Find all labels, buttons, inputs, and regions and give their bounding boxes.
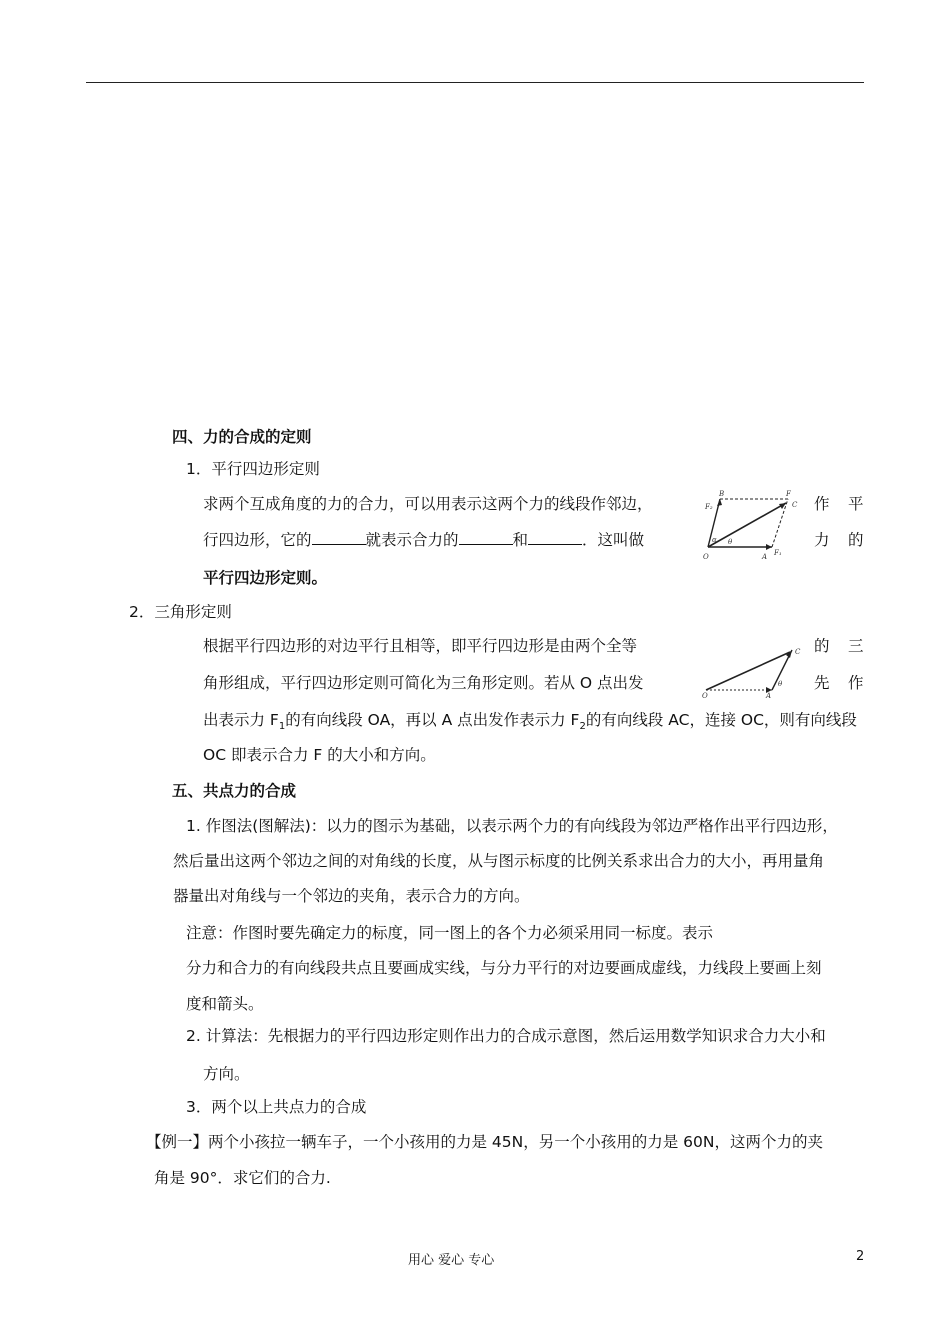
item-2-line-3 — [203, 710, 857, 733]
label-c: C — [795, 648, 801, 656]
footer-motto: 用心 爱心 专心 — [408, 1253, 495, 1268]
note-line-2: 分力和合力的有向线段共点且要画成实线，与分力平行的对边要画成虚线，力线段上要画上刻 — [186, 959, 822, 977]
method-2-line-1: 2. 计算法：先根据力的平行四边形定则作出力的合成示意图，然后运用数学知识求合力大小和 — [186, 1027, 826, 1045]
fill-blank-2 — [459, 530, 513, 545]
method-1-line-2: 然后量出这两个邻边之间的对角线的长度，从与图示标度的比例关系求出合力的大小，再用量角 — [173, 852, 825, 870]
method-1-line-1: 1. 作图法(图解法)：以力的图示为基础，以表示两个力的有向线段为邻边严格作出平行四边形， — [186, 817, 838, 835]
header-rule — [86, 82, 864, 83]
triangle-figure — [700, 640, 804, 700]
item-1-line-1-right-a: 作 — [814, 495, 830, 513]
section-5-title: 五、共点力的合成 — [172, 782, 297, 800]
item-1-line-2-right-a: 力 — [814, 531, 830, 549]
fill-blank-1 — [312, 530, 366, 545]
label-o: O — [702, 692, 708, 700]
label-theta: θ — [778, 680, 783, 688]
item-2-line-2-right-b: 作 — [848, 674, 864, 692]
label-theta: θ — [728, 538, 733, 546]
item-1-label: 1．平行四边形定则 — [186, 460, 320, 478]
example-1-line-1: 【例一】两个小孩拉一辆车子，一个小孩用的力是 45N，另一个小孩用的力是 60N，这两个力的夹 — [146, 1133, 823, 1151]
parallelogram-figure — [700, 487, 800, 563]
item-2-line-4: OC 即表示合力 F 的大小和方向。 — [203, 746, 436, 764]
item-1-line-2-mid-1: 就表示合力的 — [365, 531, 459, 549]
label-c: C — [792, 501, 798, 509]
item-2-line-1-right-b: 三 — [848, 637, 864, 655]
item-2-label: 2．三角形定则 — [129, 603, 232, 621]
label-f2: F₂ — [705, 503, 713, 511]
label-a: A — [762, 553, 768, 561]
note-line-1: 注意：作图时要先确定力的标度，同一图上的各个力必须采用同一标度。表示 — [186, 924, 714, 942]
item-2-line-2: 角形组成，平行四边形定则可简化为三角形定则。若从 O 点出发 — [203, 674, 644, 692]
item-1-line-2 — [203, 530, 644, 550]
label-b: B — [719, 490, 725, 498]
item-2-line-1-right-a: 的 — [814, 637, 830, 655]
fill-blank-3 — [528, 530, 582, 545]
item-2-line-3-b: 的有向线段 OA，再以 A 点出发作表示力 F — [285, 711, 580, 729]
item-1-line-2-end: ．这叫做 — [582, 531, 645, 549]
item-2-line-3-a: 出表示力 F — [203, 711, 279, 729]
method-2-line-2: 方向。 — [203, 1065, 250, 1083]
label-o: O — [703, 553, 709, 561]
arrowhead-f1 — [766, 544, 772, 550]
label-f: F — [786, 490, 791, 498]
item-2-line-1: 根据平行四边形的对边平行且相等，即平行四边形是由两个全等 — [203, 637, 638, 655]
item-1-line-2-right-b: 的 — [848, 531, 864, 549]
subscript-2: 2 — [579, 721, 586, 733]
example-1-line-2: 角是 90°．求它们的合力. — [154, 1169, 331, 1187]
label-f1: F₁ — [774, 549, 782, 557]
section-4-title: 四、力的合成的定则 — [172, 428, 312, 446]
item-1-line-2-start: 行四边形，它的 — [203, 531, 312, 549]
method-3: 3．两个以上共点力的合成 — [186, 1098, 367, 1116]
note-line-3: 度和箭头。 — [186, 995, 264, 1013]
item-2-line-2-right-a: 先 — [814, 674, 830, 692]
page-number: 2 — [856, 1249, 865, 1264]
item-1-line-2-mid-2: 和 — [512, 531, 529, 549]
method-1-line-3: 器量出对角线与一个邻边的夹角，表示合力的方向。 — [173, 887, 530, 905]
label-alpha: α — [712, 536, 717, 544]
item-1-line-1: 求两个互成角度的力的合力，可以用表示这两个力的线段作邻边， — [203, 495, 653, 513]
subscript-1: 1 — [278, 721, 286, 733]
label-a: A — [766, 692, 772, 700]
item-2-line-3-c: 的有向线段 AC，连接 OC，则有向线段 — [585, 711, 857, 729]
item-1-line-3: 平行四边形定则。 — [203, 569, 328, 587]
item-1-line-1-right-b: 平 — [848, 495, 864, 513]
